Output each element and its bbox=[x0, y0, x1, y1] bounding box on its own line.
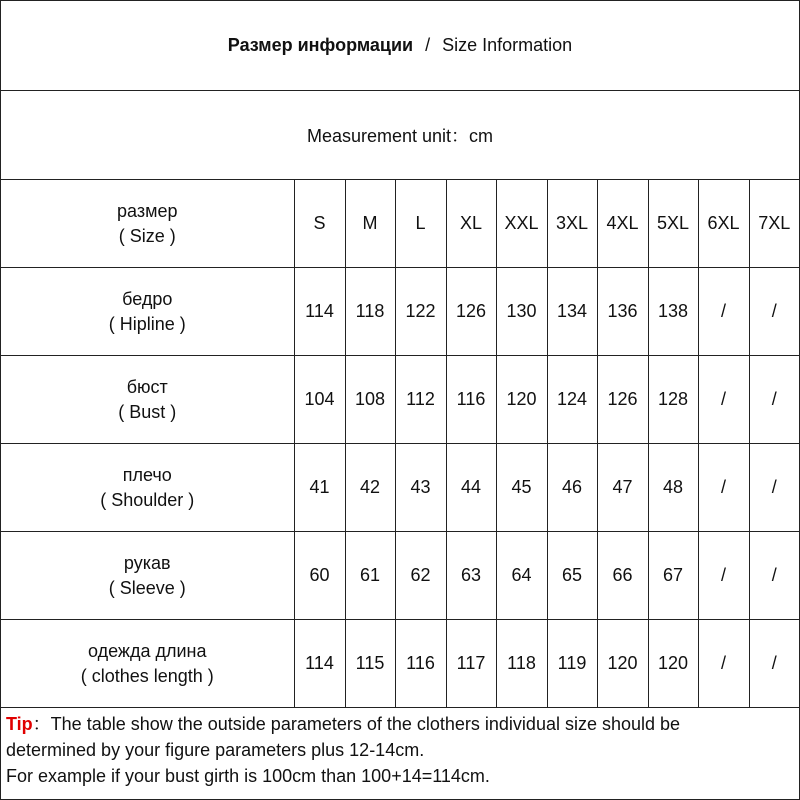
table-cell: / bbox=[749, 356, 799, 444]
table-cell: / bbox=[698, 268, 749, 356]
row-label-ru: бюст bbox=[126, 376, 168, 397]
table-cell: 134 bbox=[547, 268, 597, 356]
row-label-en: ( Sleeve ) bbox=[108, 577, 186, 598]
table-cell: / bbox=[698, 444, 749, 532]
table-cell: / bbox=[698, 620, 749, 708]
row-label-en: ( Hipline ) bbox=[108, 313, 186, 334]
table-cell: 112 bbox=[395, 356, 446, 444]
tip-line-2: determined by your figure parameters plus 12-14cm. bbox=[6, 740, 425, 760]
table-cell: / bbox=[749, 532, 799, 620]
table-cell: 116 bbox=[395, 620, 446, 708]
size-header-cell: M bbox=[345, 180, 395, 268]
size-header-cell: 3XL bbox=[547, 180, 597, 268]
tip-note bbox=[6, 711, 796, 789]
table-cell: 115 bbox=[345, 620, 395, 708]
size-header-cell: 4XL bbox=[597, 180, 648, 268]
table-cell: 128 bbox=[648, 356, 698, 444]
table-cell: 126 bbox=[446, 268, 496, 356]
row-label-ru: одежда длина bbox=[88, 640, 207, 661]
size-header-cell: XXL bbox=[496, 180, 547, 268]
tip-line-3: For example if your bust girth is 100cm than 100+14=114cm. bbox=[6, 766, 490, 786]
size-table bbox=[1, 180, 799, 708]
title-separator: / bbox=[425, 35, 431, 55]
row-label bbox=[1, 532, 294, 620]
row-label-ru: размер bbox=[117, 200, 178, 221]
measurement-unit-text: Measurement unit：cm bbox=[306, 126, 494, 146]
table-cell: 41 bbox=[294, 444, 345, 532]
table-cell: 116 bbox=[446, 356, 496, 444]
table-cell: 119 bbox=[547, 620, 597, 708]
table-cell: 60 bbox=[294, 532, 345, 620]
tip-line-1: ：The table show the outside parameters of the clothers individual size should be bbox=[32, 714, 681, 734]
table-cell: 117 bbox=[446, 620, 496, 708]
table-row bbox=[1, 444, 799, 532]
table-cell: 136 bbox=[597, 268, 648, 356]
size-header-cell: 5XL bbox=[648, 180, 698, 268]
table-row bbox=[1, 268, 799, 356]
table-cell: 120 bbox=[496, 356, 547, 444]
table-cell: 130 bbox=[496, 268, 547, 356]
table-row bbox=[1, 356, 799, 444]
table-cell: / bbox=[698, 356, 749, 444]
table-cell: / bbox=[749, 444, 799, 532]
row-label bbox=[1, 180, 294, 268]
title-en: Size Information bbox=[442, 35, 573, 55]
measurement-unit bbox=[1, 91, 799, 180]
table-cell: 122 bbox=[395, 268, 446, 356]
table-cell: 66 bbox=[597, 532, 648, 620]
table-cell: 104 bbox=[294, 356, 345, 444]
table-cell: 126 bbox=[597, 356, 648, 444]
table-cell: 42 bbox=[345, 444, 395, 532]
table-cell: 43 bbox=[395, 444, 446, 532]
table-cell: / bbox=[698, 532, 749, 620]
table-cell: 65 bbox=[547, 532, 597, 620]
table-cell: 118 bbox=[345, 268, 395, 356]
table-cell: 124 bbox=[547, 356, 597, 444]
table-cell: / bbox=[749, 268, 799, 356]
size-header-cell: 7XL bbox=[749, 180, 799, 268]
size-header-cell: XL bbox=[446, 180, 496, 268]
table-row bbox=[1, 620, 799, 708]
table-cell: 138 bbox=[648, 268, 698, 356]
table-cell: 120 bbox=[597, 620, 648, 708]
page-title bbox=[1, 1, 799, 91]
table-cell: / bbox=[749, 620, 799, 708]
row-label bbox=[1, 356, 294, 444]
size-header-cell: S bbox=[294, 180, 345, 268]
size-header-cell: 6XL bbox=[698, 180, 749, 268]
table-cell: 114 bbox=[294, 620, 345, 708]
table-cell: 47 bbox=[597, 444, 648, 532]
table-cell: 45 bbox=[496, 444, 547, 532]
table-header-row bbox=[1, 180, 799, 268]
table-cell: 61 bbox=[345, 532, 395, 620]
table-cell: 118 bbox=[496, 620, 547, 708]
row-label-en: ( clothes length ) bbox=[80, 665, 214, 686]
table-cell: 46 bbox=[547, 444, 597, 532]
title-ru: Размер информации bbox=[227, 35, 414, 55]
table-cell: 108 bbox=[345, 356, 395, 444]
row-label-en: ( Size ) bbox=[118, 225, 176, 246]
table-cell: 62 bbox=[395, 532, 446, 620]
table-cell: 64 bbox=[496, 532, 547, 620]
table-row bbox=[1, 532, 799, 620]
row-label-ru: бедро bbox=[122, 288, 173, 309]
table-cell: 44 bbox=[446, 444, 496, 532]
table-cell: 114 bbox=[294, 268, 345, 356]
row-label bbox=[1, 444, 294, 532]
row-label-en: ( Shoulder ) bbox=[100, 489, 195, 510]
tip-label: Tip bbox=[6, 714, 33, 734]
table-cell: 63 bbox=[446, 532, 496, 620]
row-label-en: ( Bust ) bbox=[118, 401, 177, 422]
table-cell: 48 bbox=[648, 444, 698, 532]
row-label bbox=[1, 620, 294, 708]
size-header-cell: L bbox=[395, 180, 446, 268]
table-cell: 67 bbox=[648, 532, 698, 620]
row-label-ru: рукав bbox=[123, 552, 171, 573]
row-label bbox=[1, 268, 294, 356]
row-label-ru: плечо bbox=[122, 464, 172, 485]
table-cell: 120 bbox=[648, 620, 698, 708]
